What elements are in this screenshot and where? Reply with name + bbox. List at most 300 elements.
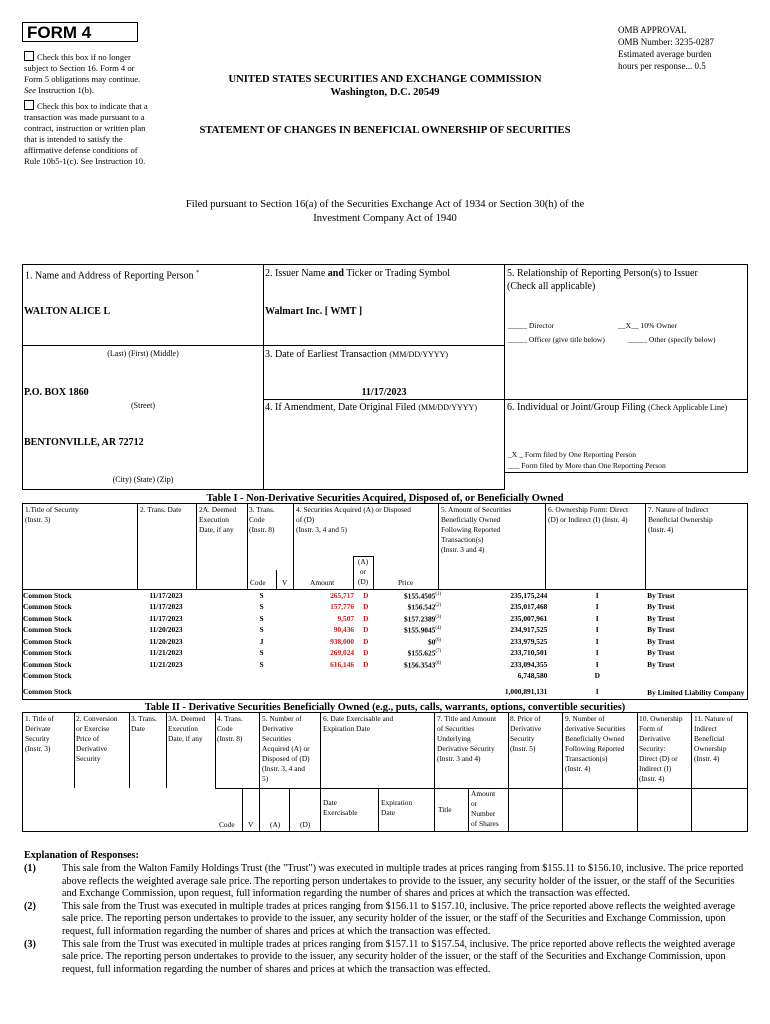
t2-sub-expiration [381, 798, 412, 818]
cell-title-value: Common Stock [23, 687, 72, 697]
cell-title-value: Common Stock [23, 670, 72, 680]
header-line: Security [510, 734, 535, 743]
issuer-label-pre: 2. Issuer Name [265, 268, 326, 279]
cell-date-value: 11/17/2023 [149, 613, 183, 623]
filed-line2: Investment Company Act of 1940 [313, 213, 457, 224]
cell-deemed [196, 636, 247, 647]
cell-form-value: I [595, 687, 599, 697]
t1-sub-code: Code [250, 578, 266, 587]
table2-title: Table II - Derivative Securities Beneficially Owned (e.g., puts, calls, warrants, options, convertible securities) [144, 702, 626, 713]
earliest-date-text: 3. Date of Earliest Transaction [265, 349, 387, 360]
cell-amount-value: 265,717 [330, 590, 355, 600]
cell-title-value: Common Stock [23, 648, 72, 658]
explanation-item [24, 939, 748, 977]
header-line: Securities [262, 734, 292, 743]
cell-code-value: S [259, 625, 264, 635]
header-line: Price of [76, 734, 100, 743]
header-line: Indirect (I) [639, 764, 672, 773]
section16-checkbox[interactable] [24, 51, 34, 61]
footnote-ref[interactable]: (6) [435, 637, 442, 643]
t1-sub-amount: Amount [310, 578, 335, 587]
header-line: 11. Nature of [694, 714, 733, 723]
cell-form-value: D [594, 670, 600, 680]
cell-title-value: Common Stock [23, 659, 72, 669]
table-row [22, 659, 748, 670]
t2-h10 [639, 714, 683, 784]
cell-amount [295, 647, 355, 658]
cell-nature [646, 659, 748, 670]
cell-owned [442, 590, 548, 601]
relationship-label: 5. Relationship of Reporting Person(s) to Issuer [507, 268, 698, 279]
reporting-label: 1. Name and Address of Reporting Person [25, 270, 194, 282]
filed-line1: Filed pursuant to Section 16(a) of the Securities Exchange Act of 1934 or Section 30(h) of the [185, 199, 585, 210]
t1-sub-ad: (A) or (D) [357, 557, 369, 586]
cell-code-value: S [259, 648, 264, 658]
table1-rows [22, 590, 748, 703]
cell-v [277, 624, 295, 635]
cell-code [247, 624, 277, 635]
amendment-text: 4. If Amendment, Date Original Filed [265, 402, 416, 413]
cell-nature [646, 647, 748, 658]
cell-date [136, 647, 196, 658]
cell-v [277, 613, 295, 624]
header-line: (Instr. 4) [565, 764, 591, 773]
cell-amount [295, 624, 355, 635]
earliest-date-fmt: (MM/DD/YYYY) [389, 350, 449, 359]
cell-amount [295, 636, 355, 647]
cell-form [548, 613, 646, 624]
header-line: 4. Trans. [217, 714, 243, 723]
header-line: 10. Ownership [639, 714, 683, 723]
cell-deemed [196, 681, 247, 703]
cell-date [136, 601, 196, 612]
explanation-text: This sale from the Walton Family Holdings Trust (the "Trust") was executed in multiple trades at prices ranging from $155.11 to $156.10, inclusive. The price reported above reflects the weighted average sale price. The reporting person undertakes to provide to the issuer, any security holder of the issuer, or the staff of the Securities and Exchange Commission, upon request, full information regarding the number of shares and prices at which the transaction was effected. [62, 863, 744, 900]
cell-nature [646, 590, 748, 601]
checkbox-10b5-block [24, 100, 154, 167]
section16-text: Check this box if no longer subject to Section 16. Form 4 or Form 5 obligations may continue. [24, 52, 141, 84]
cell-ad-value: D [363, 625, 369, 635]
explanation-number: (1) [24, 863, 36, 874]
cell-code-value: J [259, 636, 264, 646]
cell-form [548, 636, 646, 647]
t1-h1: 1.Title of Security (Instr. 3) [25, 505, 79, 524]
cell-owned-value: 235,175,244 [510, 590, 548, 600]
relationship-sub: (Check all applicable) [507, 281, 596, 292]
header-line: Derivative Security [437, 744, 495, 753]
header-line: Security [25, 734, 50, 743]
t1-h5: 5. Amount of Securities Beneficially Owned Following Reported Transaction(s) (Instr. 3 and 4) [441, 505, 512, 554]
cell-price [376, 670, 442, 681]
header-line: 1. Title of [25, 714, 54, 723]
table-row [22, 681, 748, 703]
cell-amount-value: 90,436 [333, 625, 355, 635]
cell-form [548, 590, 646, 601]
cell-code [247, 590, 277, 601]
cell-amount-value: 269,024 [330, 648, 355, 658]
header-line: Derivative [639, 734, 671, 743]
cell-deemed [196, 647, 247, 658]
cell-amount-value: 616,146 [330, 659, 355, 669]
t2-h9 [565, 714, 626, 774]
issuer-box [263, 264, 505, 400]
t1-h7: 7. Nature of Indirect Beneficial Ownership (Instr. 4) [648, 505, 713, 534]
cell-price [376, 601, 442, 612]
t2-h11 [694, 714, 733, 764]
cell-code [247, 647, 277, 658]
cell-price [376, 590, 442, 601]
omb-line1: OMB APPROVAL [618, 25, 687, 35]
cell-title [22, 647, 136, 658]
t1-h2: 2. Trans. Date [140, 505, 182, 514]
explanation-item [24, 901, 748, 939]
cell-date-value: 11/20/2023 [149, 625, 183, 635]
cell-owned-value: 233,710,501 [510, 648, 548, 658]
omb-approval [618, 24, 758, 72]
header-line: Acquired (A) or [262, 744, 310, 753]
cell-title-value: Common Stock [23, 602, 72, 612]
cell-amount-value: 9,507 [337, 613, 355, 623]
cell-price-value: $155.625 [407, 648, 436, 658]
cell-deemed [196, 659, 247, 670]
header-line: Direct (D) or [639, 754, 678, 763]
cell-code [247, 670, 277, 681]
cell-price [376, 659, 442, 670]
cell-price [376, 613, 442, 624]
cell-code-value: S [259, 590, 264, 600]
header-line: 9. Number of [565, 714, 605, 723]
header-line: 7. Title and Amount [437, 714, 497, 723]
t1-h6: 6. Ownership Form: Direct (D) or Indirect (I) (Instr. 4) [548, 505, 629, 524]
header-line: Beneficially Owned [565, 734, 625, 743]
cell-title [22, 670, 136, 681]
director-line: _____ Director [508, 321, 555, 330]
cell-v [277, 590, 295, 601]
cell-deemed [196, 613, 247, 624]
omb-line2: OMB Number: 3235-0287 [618, 37, 714, 47]
t2-sub-exercisable [323, 798, 357, 818]
cell-amount [295, 601, 355, 612]
street-sub: (Street) [131, 401, 155, 410]
header-line: Amount [471, 789, 496, 798]
cell-owned [442, 613, 548, 624]
t2-sub-amount [471, 789, 499, 829]
cell-v [277, 647, 295, 658]
cell-deemed [196, 590, 247, 601]
table-row [22, 601, 748, 612]
header-line: Form of [639, 724, 664, 733]
statement-title: STATEMENT OF CHANGES IN BENEFICIAL OWNERSHIP OF SECURITIES [199, 125, 571, 136]
filing-one: _X _ Form filed by One Reporting Person [508, 450, 637, 459]
cell-date [136, 670, 196, 681]
checkbox-section16-block [24, 51, 154, 96]
cell-nature-value: By Trust [647, 659, 675, 669]
filing-sub: (Check Applicable Line) [648, 403, 728, 412]
cell-deemed [196, 624, 247, 635]
header-line: Derivative [76, 744, 108, 753]
cell-price [376, 647, 442, 658]
header-line: Date [131, 724, 145, 733]
cell-owned-value: 6,748,580 [517, 670, 548, 680]
footnote-ref[interactable]: (8) [435, 660, 442, 666]
t2-sub-a: (A) [270, 820, 281, 829]
agency-name: UNITED STATES SECURITIES AND EXCHANGE COMMISSION [228, 74, 542, 85]
table-row [22, 590, 748, 601]
header-line: (Instr. 4) [639, 774, 665, 783]
t2-sub-code: Code [219, 820, 235, 829]
cell-amount-value: 157,776 [330, 602, 355, 612]
cell-ad [355, 647, 376, 658]
cell-v [277, 601, 295, 612]
cell-code [247, 613, 277, 624]
agency-header [170, 73, 600, 99]
reporting-mark: * [196, 270, 200, 276]
t2-sub-title: Title [438, 805, 452, 814]
header-line: Derivate [25, 724, 51, 733]
cell-ad [355, 659, 376, 670]
amendment-fmt: (MM/DD/YYYY) [418, 403, 477, 412]
cell-date-value: 11/21/2023 [149, 659, 183, 669]
cell-title-value: Common Stock [23, 590, 72, 600]
header-line: 5) [262, 774, 269, 783]
cell-title [22, 624, 136, 635]
cell-title-value: Common Stock [23, 636, 72, 646]
table-row [22, 636, 748, 647]
explanation-text: This sale from the Trust was executed in multiple trades at prices ranging from $156.11 to $157.10, inclusive. The price reported above reflects the weighted average sale price. The reporting person undertakes to provide to the issuer, any security holder of the issuer, or the staff of the Securities and Exchange Commission, upon request, full information regarding the number of shares and prices at which the transaction was effected. [62, 900, 736, 937]
cell-amount [295, 613, 355, 624]
cell-owned-value: 233,094,355 [510, 659, 548, 669]
rule-10b5-text: Check this box to indicate that a transaction was made pursuant to a contract, instruction or written plan that is intended to satisfy the affirmative defense conditions of Rule 10b5-1(c). See Instruction 10. [24, 101, 148, 166]
cell-v [277, 681, 295, 703]
header-line: Derivative [262, 724, 294, 733]
cell-owned [442, 659, 548, 670]
footnote-ref[interactable]: (3) [435, 614, 442, 620]
header-line: Date [323, 798, 337, 807]
table-row [22, 670, 748, 681]
header-line: 5. Number of [262, 714, 302, 723]
officer-line: _____ Officer (give title below) [508, 335, 605, 344]
section16-see: See [24, 85, 36, 95]
cell-date [136, 636, 196, 647]
filing-label-wrap [507, 401, 745, 414]
cell-price [376, 636, 442, 647]
other-line: _____ Other (specify below) [628, 335, 716, 344]
issuer-label [265, 267, 450, 280]
header-line: (Instr. 5) [510, 744, 536, 753]
cell-form [548, 647, 646, 658]
header-line: 2. Conversion [76, 714, 118, 723]
cell-deemed [196, 670, 247, 681]
header-line: derivative Securities [565, 724, 626, 733]
cell-form-value: I [595, 602, 599, 612]
cell-amount [295, 681, 355, 703]
explanation-number: (2) [24, 900, 36, 912]
cell-form-value: I [595, 659, 599, 669]
table1-title: Table I - Non-Derivative Securities Acquired, Disposed of, or Beneficially Owned [206, 493, 564, 504]
cell-owned [442, 601, 548, 612]
t2-h7 [437, 714, 496, 764]
cell-ad-value: D [363, 602, 369, 612]
cell-date-value: 11/17/2023 [149, 602, 183, 612]
filing-label: 6. Individual or Joint/Group Filing [507, 402, 646, 413]
t2-h4 [217, 714, 243, 744]
cell-price-value: $155.9045 [403, 625, 436, 635]
cell-form [548, 670, 646, 681]
cell-nature-value: By Trust [647, 636, 675, 646]
cell-code-value: S [259, 659, 264, 669]
cell-owned-value: 1,000,891,131 [504, 687, 548, 697]
header-line: Date, if any [168, 734, 203, 743]
cell-code [247, 601, 277, 612]
header-line: of Securities [437, 724, 475, 733]
cell-ad [355, 670, 376, 681]
cell-ad [355, 681, 376, 703]
issuer-label-post: Ticker or Trading Symbol [346, 268, 451, 279]
issuer-label-and: and [327, 268, 344, 279]
cell-nature-value: By Trust [647, 590, 675, 600]
city: BENTONVILLE, AR 72712 [24, 437, 144, 448]
header-line: of Shares [471, 819, 499, 828]
t2-h3 [131, 714, 157, 734]
cell-v [277, 670, 295, 681]
t2-h8 [510, 714, 541, 754]
name-sub: (Last) (First) (Middle) [107, 349, 179, 358]
table-row [22, 613, 748, 624]
cell-code [247, 659, 277, 670]
earliest-date: 11/17/2023 [361, 387, 407, 398]
ten-pct-line: __X__ 10% Owner [618, 321, 678, 330]
t1-sub-price: Price [398, 578, 414, 587]
t1-sub-v: V [282, 578, 288, 587]
rule-10b5-checkbox[interactable] [24, 100, 34, 110]
header-line: (Instr. 3) [25, 744, 51, 753]
cell-ad-value: D [363, 613, 369, 623]
cell-form-value: I [595, 636, 599, 646]
cell-nature-value: By Limited Liability Company [647, 687, 745, 697]
header-line: 3. Trans. [131, 714, 157, 723]
cell-code [247, 681, 277, 703]
cell-price-value: $156.3543 [403, 660, 436, 670]
cell-nature [646, 670, 748, 681]
cell-title [22, 636, 136, 647]
t2-h3a [168, 714, 205, 744]
amendment-label [265, 401, 477, 414]
cell-ad [355, 590, 376, 601]
header-line: (Instr. 4) [694, 754, 720, 763]
header-line: Ownership [694, 744, 727, 753]
cell-code [247, 636, 277, 647]
cell-amount-value: 938,000 [330, 636, 355, 646]
cell-v [277, 636, 295, 647]
header-line: Expiration [381, 798, 413, 807]
t1-h2a: 2A. Deemed Execution Date, if any [199, 505, 237, 534]
filed-pursuant [130, 198, 640, 226]
cell-date-value: 11/17/2023 [149, 590, 183, 600]
cell-ad [355, 613, 376, 624]
header-line: 6. Date Exercisable and [323, 714, 394, 723]
header-line: or [471, 799, 478, 808]
cell-form-value: I [595, 625, 599, 635]
cell-owned-value: 235,007,961 [510, 613, 548, 623]
explanation-text: This sale from the Trust was executed in multiple trades at prices ranging from $157.11 to $157.54, inclusive. The price reported above reflects the weighted average sale price. The reporting person undertakes to provide to the issuer, any security holder of the issuer, or the staff of the Securities and Exchange Commission, upon request, full information regarding the number of shares and prices at which the transaction was effected. [62, 938, 736, 975]
cell-amount [295, 670, 355, 681]
cell-date-value: 11/20/2023 [149, 636, 183, 646]
header-line: 3A. Deemed [168, 714, 206, 723]
cell-title [22, 681, 136, 703]
cell-ad [355, 624, 376, 635]
cell-owned [442, 624, 548, 635]
cell-price [376, 624, 442, 635]
reporting-person-box [22, 264, 264, 490]
footnote-ref[interactable]: (1) [435, 592, 442, 597]
header-line: Security [76, 754, 101, 763]
footnote-ref[interactable]: (4) [435, 626, 442, 632]
cell-form-value: I [595, 613, 599, 623]
t2-h6 [323, 714, 393, 734]
t2-h2 [76, 714, 117, 764]
omb-line3: Estimated average burden [618, 49, 712, 59]
t2-sub-d: (D) [300, 820, 311, 829]
cell-ad [355, 636, 376, 647]
cell-form [548, 601, 646, 612]
footnote-ref[interactable]: (2) [435, 603, 442, 609]
header-line: Exercisable [323, 808, 358, 817]
cell-code-value: S [259, 613, 264, 623]
explanation-list [24, 863, 748, 976]
cell-date [136, 590, 196, 601]
header-line: 8. Price of [510, 714, 541, 723]
header-line: Indirect [694, 724, 717, 733]
header-line: Derivative [510, 724, 542, 733]
header-line: (Instr. 3, 4 and [262, 764, 305, 773]
cell-title-value: Common Stock [23, 613, 72, 623]
cell-price-value: $0 [428, 637, 436, 647]
cell-nature-value: By Trust [647, 602, 675, 612]
cell-title-value: Common Stock [23, 625, 72, 635]
cell-nature [646, 613, 748, 624]
cell-nature-value: By Trust [647, 625, 675, 635]
cell-amount [295, 659, 355, 670]
t2-h5 [262, 714, 310, 784]
table1-body [22, 590, 748, 703]
cell-ad-value: D [363, 648, 369, 658]
cell-form [548, 624, 646, 635]
cell-date-value: 11/21/2023 [149, 648, 183, 658]
cell-v [277, 659, 295, 670]
explanation-item [24, 863, 748, 901]
header-line: Following Reported [565, 744, 625, 753]
table-row [22, 647, 748, 658]
explanation-number: (3) [24, 938, 36, 950]
header-line: Expiration Date [323, 724, 370, 733]
t1-h3: 3. Trans. Code (Instr. 8) [249, 505, 275, 534]
cell-owned-value: 234,917,525 [510, 625, 548, 635]
cell-title [22, 601, 136, 612]
cell-owned-value: 235,017,468 [510, 602, 548, 612]
header-line: Date [381, 808, 395, 817]
cell-date [136, 613, 196, 624]
header-line: Code [217, 724, 233, 733]
explanation-heading: Explanation of Responses: [24, 850, 139, 861]
cell-form [548, 681, 646, 703]
footnote-ref[interactable]: (7) [435, 649, 442, 655]
cell-owned [442, 681, 548, 703]
header-line: (Instr. 8) [217, 734, 243, 743]
street: P.O. BOX 1860 [24, 387, 89, 398]
cell-price-value: $155.4505 [403, 591, 436, 601]
form-title: FORM 4 [22, 22, 138, 42]
header-line: Security: [639, 744, 666, 753]
t1-h4: 4. Securities Acquired (A) or Disposed of (D) (Instr. 3, 4 and 5) [296, 505, 411, 534]
